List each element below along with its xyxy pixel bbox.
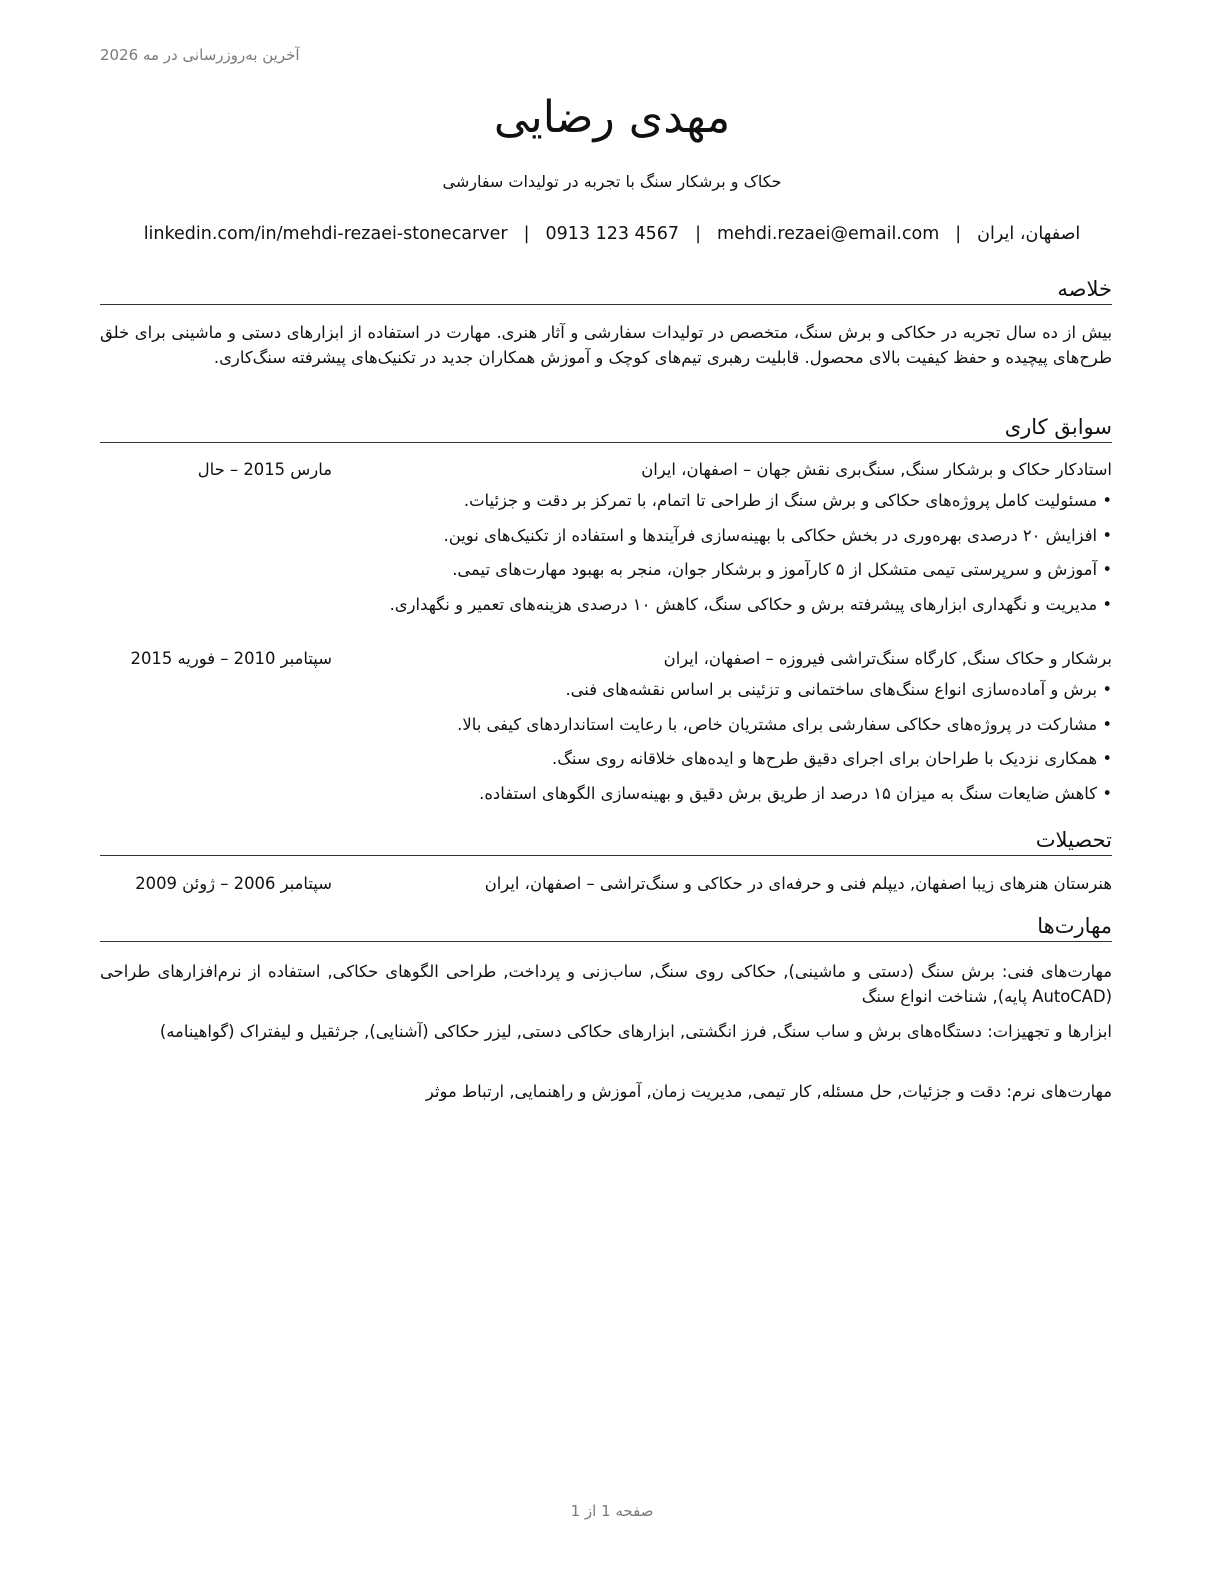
bullet-item: • افزایش ۲۰ درصدی بهره‌وری در بخش حکاکی با بهینه‌سازی فرآیندها و استفاده از تکنیک‌های نوین. [100,524,1112,559]
contact-location: اصفهان، ایران [977,224,1081,244]
candidate-tagline: حکاک و برشکار سنگ با تجربه در تولیدات سفارشی [442,172,782,191]
contact-separator: | [695,224,701,244]
job-bullets [100,489,1112,627]
skill-soft: مهارت‌های نرم: دقت و جزئیات, حل مسئله, کار تیمی, مدیریت زمان, آموزش و راهنمایی, ارتباط موثر [425,1082,1112,1101]
education-title: هنرستان هنرهای زیبا اصفهان, دیپلم فنی و حرفه‌ای در حکاکی و سنگ‌تراشی – اصفهان، ایران [484,874,1112,893]
experience-heading: سوابق کاری [100,414,1112,443]
bullet-item: • همکاری نزدیک با طراحان برای اجرای دقیق طرح‌ها و ایده‌های خلاقانه روی سنگ. [100,747,1112,782]
job-dates: مارس 2015 – حال [197,460,332,479]
education-dates: سپتامبر 2006 – ژوئن 2009 [135,874,332,893]
bullet-item: • مشارکت در پروژه‌های حکاکی سفارشی برای مشتریان خاص، با رعایت استانداردهای کیفی بالا. [100,713,1112,748]
education-heading: تحصیلات [100,827,1112,856]
last-updated: آخرین به‌روزرسانی در مه 2026 [100,46,300,64]
bullet-item: • برش و آماده‌سازی انواع سنگ‌های ساختمانی و تزئینی بر اساس نقشه‌های فنی. [100,678,1112,713]
bullet-item: • مسئولیت کامل پروژه‌های حکاکی و برش سنگ از طراحی تا اتمام، با تمرکز بر دقت و جزئیات. [100,489,1112,524]
contact-phone: 0913 123 4567 [545,224,680,244]
job-title: استادکار حکاک و برشکار سنگ, سنگ‌بری نقش جهان – اصفهان، ایران [641,460,1112,479]
contact-line [100,224,1124,244]
education-entry [100,872,1112,896]
contact-separator: | [523,224,530,244]
contact-linkedin[interactable]: linkedin.com/in/mehdi-rezaei-stonecarver [143,224,508,244]
skills-heading: مهارت‌ها [100,913,1112,942]
bullet-item: • کاهش ضایعات سنگ به میزان ۱۵ درصد از طریق برش دقیق و بهینه‌سازی الگوهای استفاده. [100,782,1112,817]
job-header [100,647,1112,671]
bullet-item: • آموزش و سرپرستی تیمی متشکل از ۵ کارآموز و برشکار جوان، منجر به بهبود مهارت‌های تیمی. [100,558,1112,593]
candidate-name: مهدی رضایی [493,92,731,143]
contact-separator: | [955,224,962,244]
page-number: صفحه 1 از 1 [570,1502,654,1520]
skill-tools: ابزارها و تجهیزات: دستگاه‌های برش و ساب سنگ, فرز انگشتی, ابزارهای حکاکی دستی, لیزر حکاکی (آشنایی), جرثقیل و لیفتراک (گواهینامه) [159,1022,1112,1041]
summary-heading: خلاصه [100,276,1112,305]
job-dates: سپتامبر 2010 – فوریه 2015 [130,649,332,668]
skill-technical: مهارت‌های فنی: برش سنگ (دستی و ماشینی), حکاکی روی سنگ, ساب‌زنی و پرداخت, طراحی الگوهای حکاکی, استفاده از نرم‌افزارهای طراحی (AutoCAD پایه), شناخت انواع سنگ [100,962,1112,1006]
bullet-item: • مدیریت و نگهداری ابزارهای پیشرفته برش و حکاکی سنگ، کاهش ۱۰ درصدی هزینه‌های تعمیر و نگهداری. [100,593,1112,628]
job-title: برشکار و حکاک سنگ, کارگاه سنگ‌تراشی فیروزه – اصفهان، ایران [663,649,1112,668]
job-bullets [100,678,1112,816]
contact-email[interactable]: mehdi.rezaei@email.com [716,224,940,244]
job-header [100,458,1112,482]
summary-text: بیش از ده سال تجربه در حکاکی و برش سنگ، متخصص در تولیدات سفارشی و آثار هنری. مهارت در استفاده از ابزارهای دستی و ماشینی برای خلق طرح‌های پیچیده و حفظ کیفیت بالای محصول. قابلیت رهبری تیم‌های کوچک و آموزش همکاران جدید در تکنیک‌های پیشرفته سنگ‌کاری. [100,323,1112,367]
